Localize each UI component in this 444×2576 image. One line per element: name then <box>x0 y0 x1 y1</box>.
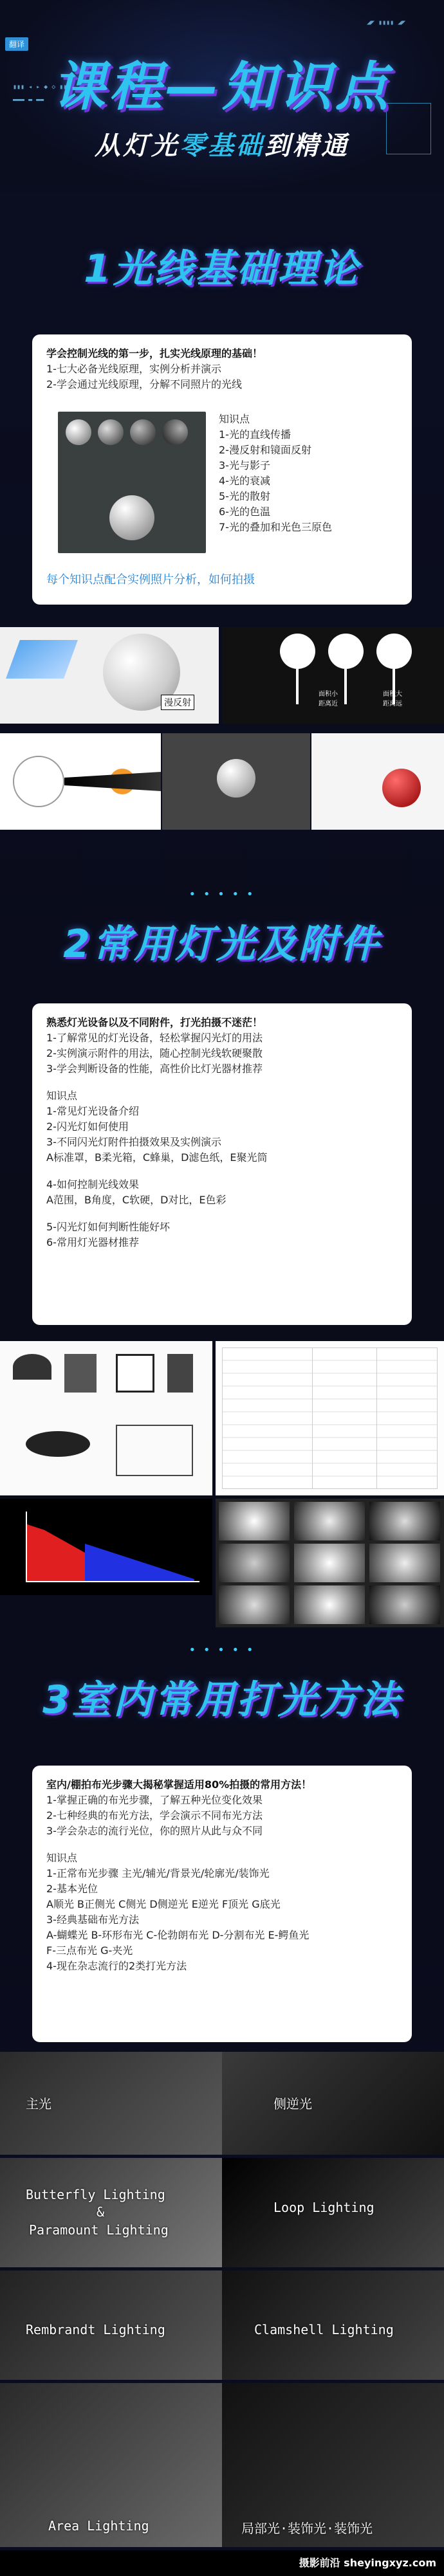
point-item: 5-光的散射 <box>219 490 270 502</box>
photo-caption: Area Lighting <box>48 2518 149 2534</box>
point-item: 2-漫反射和镜面反射 <box>219 444 311 456</box>
section-divider: • • • • • <box>189 888 255 901</box>
page-subtitle <box>0 125 444 162</box>
section-1-headline: 学会控制光线的第一步，扎实光线原理的基础！ <box>46 347 263 360</box>
section-2-headline: 熟悉灯光设备以及不同附件，打光拍摄不迷茫！ <box>46 1016 263 1028</box>
section-3-line: 3-学会杂志的流行光位，你的照片从此与众不同 <box>46 1825 263 1837</box>
point-item: 4-光的衰减 <box>219 475 270 487</box>
points-heading: 知识点 <box>46 1852 78 1864</box>
color-temp-chart <box>0 1499 212 1595</box>
subtitle-part-c: 到精通 <box>264 131 349 161</box>
photo-caption: 局部光·装饰光·装饰光 <box>241 2521 373 2536</box>
subtitle-part-b: 零基础 <box>180 131 264 161</box>
section-1-card <box>32 334 412 605</box>
header-banner <box>0 0 444 193</box>
rembrandt-lighting-photo <box>0 2270 222 2380</box>
butterfly-lighting-photo <box>0 2158 222 2267</box>
point-item: 3-光与影子 <box>219 459 270 471</box>
translate-badge[interactable]: 翻译 <box>5 37 28 51</box>
diffuse-reflection-image <box>0 627 219 724</box>
photo-caption: Paramount Lighting <box>29 2222 169 2238</box>
footer-watermark: 摄影前沿 sheyingxyz.com <box>299 2557 436 2569</box>
photo-caption: Butterfly Lighting <box>26 2187 165 2202</box>
decor-text: ▬▬▬ ▬ ▬▬ <box>13 96 44 104</box>
decor-text: ▮▮▮ ◂ ▸ ◆ ◇ ▮▮ <box>13 84 68 91</box>
section-1-points <box>219 412 332 535</box>
section-1-line: 1-七大必备光线原理，实例分析并演示 <box>46 363 221 375</box>
point-item: 3-经典基础布光方法 <box>46 1914 139 1926</box>
photo-caption: & <box>97 2204 105 2220</box>
point-item: F-三点布光 G-夹光 <box>46 1944 133 1957</box>
flash-spec-table-image <box>216 1341 444 1495</box>
section-1-line: 2-学会通过光线原理，分解不同照片的光线 <box>46 378 242 390</box>
subtitle-part-a: 从灯光 <box>95 131 180 161</box>
point-item: A-蝴蝶光 B-环形布光 C-伦勃朗布光 D-分割布光 E-鳄鱼光 <box>46 1929 310 1941</box>
page-title: 课程—知识点 <box>52 57 392 118</box>
section-3-title: 3室内常用打光方法 <box>42 1677 402 1722</box>
point-item: 7-光的叠加和光色三原色 <box>219 521 332 533</box>
photo-caption: Rembrandt Lighting <box>26 2322 165 2337</box>
section-3-line: 2-七种经典的布光方法，学会演示不同布光方法 <box>46 1809 263 1822</box>
point-item: 1-光的直线传播 <box>219 428 291 441</box>
photo-caption: 侧逆光 <box>273 2096 312 2112</box>
umbra-diagram <box>0 733 161 830</box>
shadow-demo-image <box>222 627 444 724</box>
side-back-light-photo <box>222 2052 444 2155</box>
photo-caption: Loop Lighting <box>273 2200 375 2215</box>
main-light-photo <box>0 2052 222 2155</box>
loop-lighting-photo <box>222 2158 444 2267</box>
point-item: 6-常用灯光器材推荐 <box>46 1236 139 1248</box>
flash-accessories-image <box>0 1341 212 1495</box>
point-item: A顺光 B正侧光 C侧光 D侧逆光 E逆光 F顶光 G底光 <box>46 1898 281 1910</box>
section-2-card <box>32 1003 412 1325</box>
light-theory-diagram <box>58 412 206 553</box>
clamshell-lighting-photo <box>222 2270 444 2380</box>
point-item: A标准罩，B柔光箱，C蜂巢，D滤色纸，E聚光筒 <box>46 1151 268 1164</box>
red-sphere-image <box>311 733 444 830</box>
decor-text: ◢◤ ▮▮▮▮ ◢◤ <box>367 19 406 26</box>
diffuse-label: 漫反射 <box>161 695 194 710</box>
point-item: 3-不同闪光灯附件拍摄效果及实例演示 <box>46 1136 221 1148</box>
point-item: 1-正常布光步骤 主光/辅光/背景光/轮廓光/装饰光 <box>46 1867 270 1879</box>
point-item: 1-常见灯光设备介绍 <box>46 1105 139 1117</box>
point-item: 2-基本光位 <box>46 1883 98 1895</box>
shadow-caption: 面积大 距离远 <box>383 691 402 708</box>
point-item: 6-光的色温 <box>219 506 270 518</box>
section-2-line: 2-实例演示附件的用法，随心控制光线软硬聚散 <box>46 1047 263 1059</box>
photo-caption: Clamshell Lighting <box>254 2322 394 2337</box>
section-1-title: 1光线基础理论 <box>84 246 360 291</box>
section-1-tagline: 每个知识点配合实例照片分析，如何拍摄 <box>46 573 255 587</box>
section-3-card <box>32 1766 412 2042</box>
section-3-line: 1-掌握正确的布光步骤，了解五种光位变化效果 <box>46 1794 263 1806</box>
section-2-line: 3-学会判断设备的性能，高性价比灯光器材推荐 <box>46 1063 263 1075</box>
points-heading: 知识点 <box>219 413 250 425</box>
accent-lighting-photo <box>222 2383 444 2547</box>
point-item: A范围，B角度，C软硬，D对比，E色彩 <box>46 1194 227 1206</box>
point-item: 4-现在杂志流行的2类打光方法 <box>46 1960 187 1972</box>
section-divider: • • • • • <box>189 1643 255 1657</box>
photo-caption: 主光 <box>26 2096 51 2112</box>
section-3-headline: 室内/棚拍布光步骤大揭秘掌握适用80%拍摄的常用方法！ <box>46 1778 312 1791</box>
flash-effect-grid <box>216 1499 444 1627</box>
point-item: 2-闪光灯如何使用 <box>46 1120 129 1133</box>
point-item: 4-如何控制光线效果 <box>46 1178 139 1191</box>
shadow-caption: 面积小 距离近 <box>319 691 338 708</box>
sphere-shadow-image <box>162 733 310 830</box>
section-2-title: 2常用灯光及附件 <box>63 922 381 967</box>
area-lighting-photo <box>0 2383 222 2547</box>
point-item: 5-闪光灯如何判断性能好坏 <box>46 1221 170 1233</box>
points-heading: 知识点 <box>46 1090 78 1102</box>
section-2-line: 1-了解常见的灯光设备，轻松掌握闪光灯的用法 <box>46 1032 263 1044</box>
